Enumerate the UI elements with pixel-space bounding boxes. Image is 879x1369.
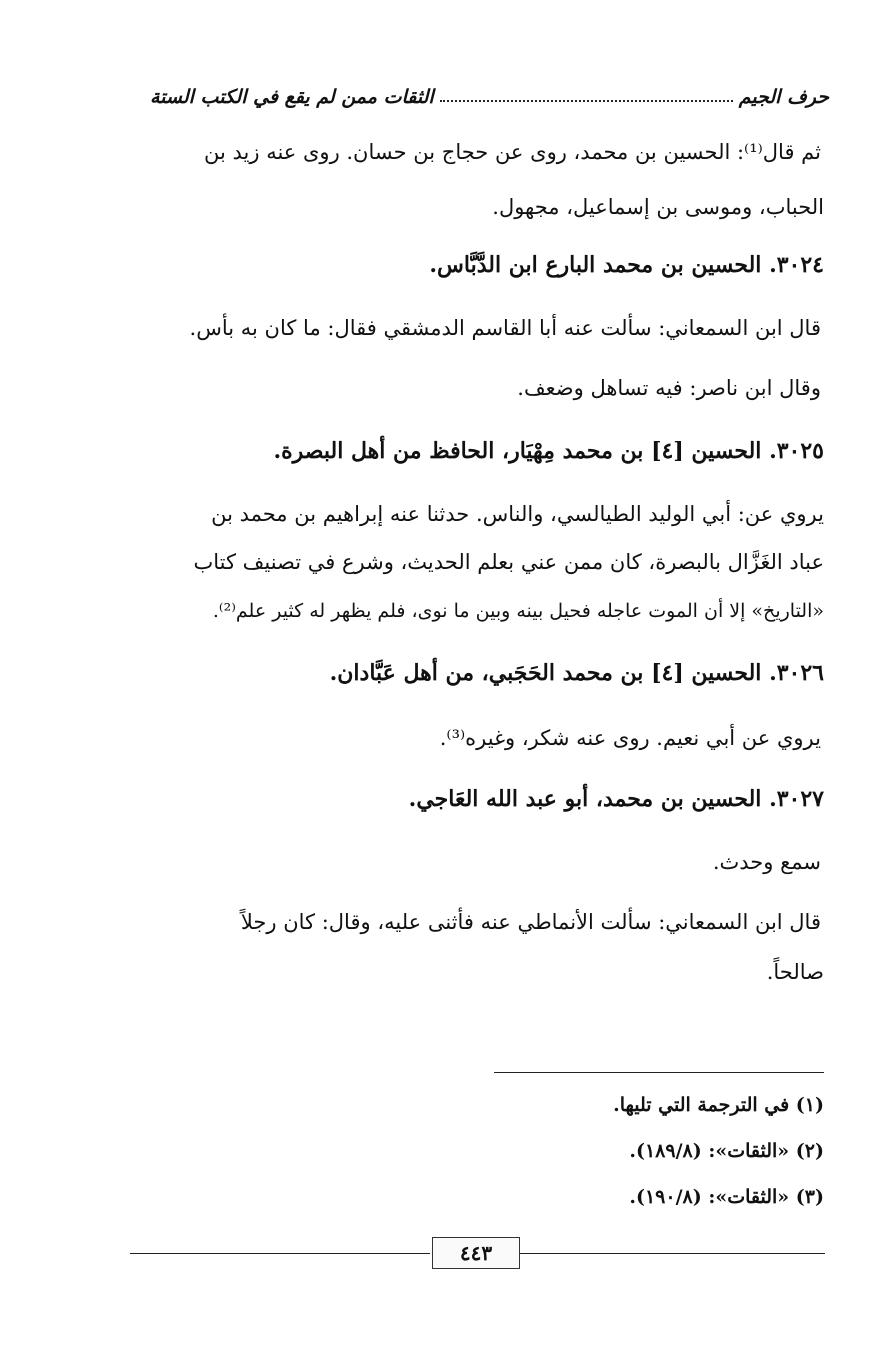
paragraph-line: قال ابن السمعاني: سألت عنه أبا القاسم الدمشقي فقال: ما كان به بأس. <box>189 316 821 340</box>
bottom-rule-left <box>130 1253 430 1254</box>
paragraph-line: صالحاً. <box>766 960 824 984</box>
running-head <box>150 80 829 114</box>
footnote-1: (١) في الترجمة التي تليها. <box>613 1094 824 1116</box>
paragraph-line: وقال ابن ناصر: فيه تساهل وضعف. <box>517 376 821 400</box>
entry-title-3025: ٣٠٢٥. الحسين [٤] بن محمد مِهْيَار، الحافظ من أهل البصرة. <box>273 438 824 464</box>
paragraph-line: «التاريخ» إلا أن الموت عاجله فحيل بينه وبين ما نوى، فلم يظهر له كثير علم⁽²⁾. <box>212 600 824 622</box>
footnote-3: (٣) «الثقات»: (١٩٠/٨). <box>629 1186 824 1208</box>
footnote-2: (٢) «الثقات»: (١٨٩/٨). <box>629 1140 824 1162</box>
entry-title-3024: ٣٠٢٤. الحسين بن محمد البارع ابن الدَّبَّاس. <box>429 252 824 278</box>
bottom-rule-right <box>520 1253 825 1254</box>
paragraph-line: يروي عن أبي نعيم. روى عنه شكر، وغيره⁽³⁾. <box>439 726 821 750</box>
paragraph-line: يروي عن: أبي الوليد الطيالسي، والناس. حدثنا عنه إبراهيم بن محمد بن <box>211 502 824 526</box>
paragraph-line: قال ابن السمعاني: سألت الأنماطي عنه فأثنى عليه، وقال: كان رجلاً <box>240 910 821 934</box>
paragraph-line: عباد الغَزَّال بالبصرة، كان ممن عني بعلم الحديث، وشرع في تصنيف كتاب <box>193 550 824 574</box>
running-head-section: حرف الجيم <box>738 86 829 108</box>
footnote-separator <box>494 1072 824 1073</box>
entry-title-3026: ٣٠٢٦. الحسين [٤] بن محمد الحَجَبي، من أهل عَبَّادان. <box>329 660 824 686</box>
running-head-dots <box>440 100 733 102</box>
paragraph-line: سمع وحدث. <box>712 850 821 874</box>
page-number: ٤٤٣ <box>432 1237 520 1269</box>
paragraph-line: ثم قال⁽¹⁾: الحسين بن محمد، روى عن حجاج بن حسان. روى عنه زيد بن <box>204 140 821 164</box>
paragraph-line: الحباب، وموسى بن إسماعيل، مجهول. <box>492 195 824 219</box>
entry-title-3027: ٣٠٢٧. الحسين بن محمد، أبو عبد الله العَاجي. <box>408 786 824 812</box>
running-head-book-title: الثقات ممن لم يقع في الكتب الستة <box>150 86 434 108</box>
